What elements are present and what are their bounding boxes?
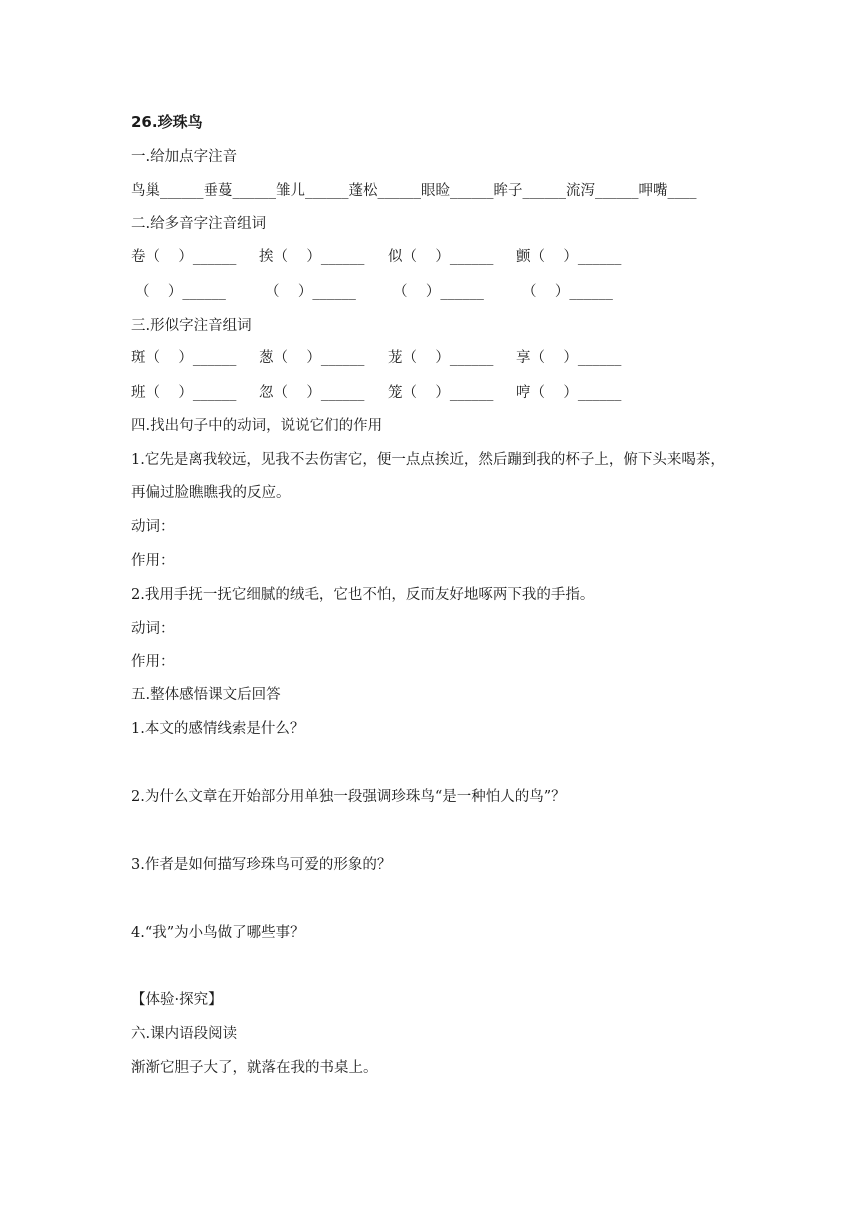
section-2-heading: 二.给多音字注音组词	[131, 216, 267, 232]
verb-label: 动词：	[131, 621, 175, 637]
section-5-question-1: 1.本文的感情线索是什么？	[131, 721, 305, 737]
section-3-heading: 三.形似字注音组词	[131, 318, 252, 334]
verb-label: 动词：	[131, 519, 175, 535]
section-6-heading: 六.课内语段阅读	[131, 1026, 238, 1042]
similar-char-item: 忽（ ）______	[259, 385, 365, 401]
polyphone-item: 似（ ）______	[388, 249, 494, 265]
effect-label: 作用：	[131, 553, 175, 569]
similar-char-item: 哼（ ）______	[516, 385, 622, 401]
polyphone-item: 卷（ ）______	[131, 249, 237, 265]
section-5-heading: 五.整体感悟课文后回答	[131, 687, 281, 703]
polyphone-item: （ ）______	[522, 284, 613, 300]
section-4-question-1-line-1: 1.它先是离我较远，见我不去伤害它，便一点点挨近，然后蹦到我的杯子上，俯下头来喝茶，	[131, 452, 725, 468]
section-5-question-3: 3.作者是如何描写珍珠鸟可爱的形象的？	[131, 857, 392, 873]
polyphone-item: （ ）______	[265, 284, 356, 300]
section-5-question-4: 4.“我”为小鸟做了哪些事？	[131, 925, 305, 941]
similar-char-item: 笼（ ）______	[388, 385, 494, 401]
similar-char-item: 斑（ ）______	[131, 350, 237, 366]
section-4-heading: 四.找出句子中的动词，说说它们的作用	[131, 418, 383, 434]
section-4-question-1-line-2: 再偏过脸瞧瞧我的反应。	[131, 485, 291, 501]
section-4-question-2: 2.我用手抚一抚它细腻的绒毛，它也不怕，反而友好地啄两下我的手指。	[131, 587, 595, 603]
polyphone-item: 挨（ ）______	[259, 249, 365, 265]
page-title: 26.珍珠鸟	[131, 113, 203, 131]
polyphone-item: 颤（ ）______	[516, 249, 622, 265]
polyphone-item: （ ）______	[135, 284, 226, 300]
similar-char-item: 班（ ）______	[131, 385, 237, 401]
section-1-pinyin-line: 鸟巢______垂蔓______雏儿______蓬松______眼睑______眸子______流泻______呷嘴____	[131, 183, 697, 199]
effect-label: 作用：	[131, 654, 175, 670]
experience-heading: 【体验·探究】	[131, 992, 223, 1008]
section-6-passage: 渐渐它胆子大了，就落在我的书桌上。	[131, 1060, 378, 1076]
similar-char-item: 茏（ ）______	[388, 350, 494, 366]
similar-char-item: 葱（ ）______	[259, 350, 365, 366]
similar-char-item: 享（ ）______	[516, 350, 622, 366]
polyphone-item: （ ）______	[393, 284, 484, 300]
section-1-heading: 一.给加点字注音	[131, 149, 238, 165]
section-5-question-2: 2.为什么文章在开始部分用单独一段强调珍珠鸟“是一种怕人的鸟”？	[131, 789, 566, 805]
